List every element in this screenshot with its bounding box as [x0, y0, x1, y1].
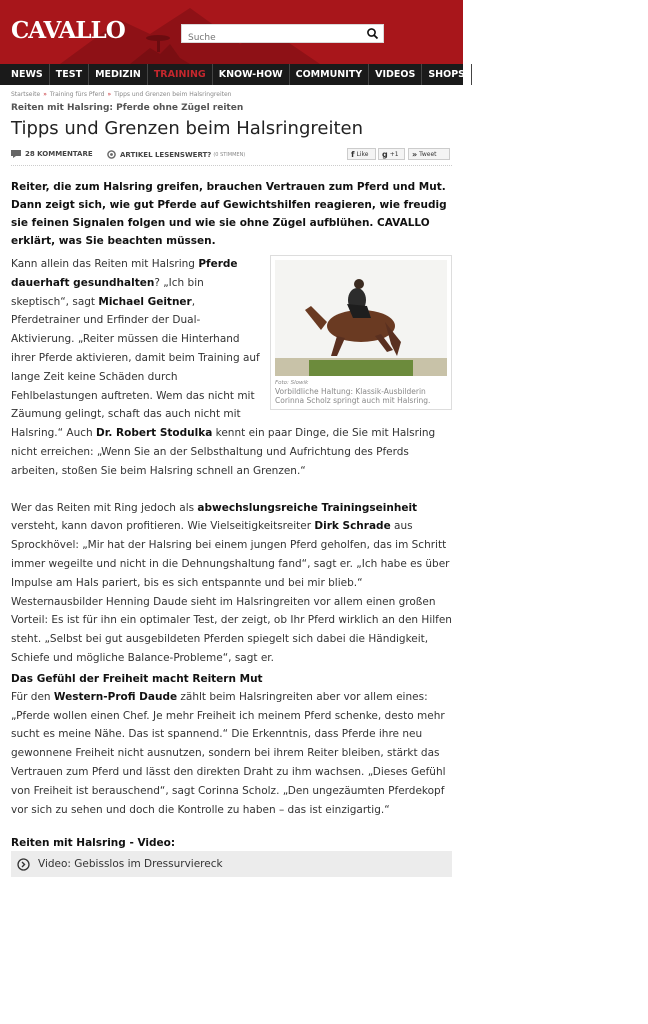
chevron-circle-icon: [17, 858, 30, 871]
person-name: Michael Geitner: [98, 295, 192, 308]
site-header: [0, 0, 463, 64]
rating-label: ARTIKEL LESENSWERT?: [120, 150, 212, 159]
facebook-icon: f: [351, 149, 355, 159]
highlight: abwechslungsreiche Trainingseinheit: [197, 501, 418, 514]
twitter-icon: »: [412, 149, 418, 159]
horse-jump-photo[interactable]: [275, 260, 447, 376]
nav-item-know-how[interactable]: KNOW-HOW: [213, 64, 290, 85]
social-bar: [11, 147, 452, 166]
nav-item-videos[interactable]: VIDEOS: [369, 64, 422, 85]
article-kicker: Reiten mit Halsring: Pferde ohne Zügel reiten: [11, 103, 244, 113]
search-box: [181, 24, 384, 43]
highlight: Pferde dauerhaft gesundhalten: [11, 258, 238, 289]
person-name: Dirk Schrade: [314, 520, 391, 533]
paragraph-2: Wer das Reiten mit Ring jedoch als abwechslungsreiche Trainingseinheit versteht, kann davon profitieren. Wie Vielseitigkeitsreiter Dirk Schrade aus Sprockhövel: „Mir hat der Halsring bei einem jungen Pferd geholfen, das im Schritt immer wegeilte und nicht in die Dehnungshaltung fand“, sagt er. „Ich habe es über Impulse am Hals pariert, bis es sich entspannte und bei mir blieb.“ Westernausbilder Henning Daude sieht im Halsringreiten vor allem einen großen Vorteil: Es ist für ihn ein optimaler Test, der zeigt, ob Ihr Pferd wirklich an den Hilfen steht. „Selbst bei gut ausgebildeten Pferden spiegelt sich dabei die Händigkeit, Schiefe und mögliche Balance-Probleme“, sagt er.: [11, 501, 452, 664]
facebook-like-button[interactable]: f Like: [347, 148, 376, 160]
main-nav: [0, 64, 509, 85]
breadcrumb-separator-icon: »: [107, 91, 112, 98]
photo-caption: Vorbildliche Haltung: Klassik-Ausbilderin Corinna Scholz springt auch mit Halsring.: [275, 387, 431, 405]
nav-item-news[interactable]: NEWS: [0, 64, 50, 85]
article-lead: Reiter, die zum Halsring greifen, brauchen Vertrauen zum Pferd und Mut. Dann zeigt sich, wie gut Pferde auf Gewichtshilfen reagieren, wie freudig sie feinen Signalen folgen und wie sie ohne Zügel aufblühen. CAVALLO erklärt, was Sie beachten müssen.: [11, 181, 447, 247]
google-plus-icon: g: [382, 149, 388, 159]
rating-votes: (0 STIMMEN): [213, 151, 246, 158]
rating-icon: [107, 150, 116, 159]
comment-icon: [11, 150, 21, 158]
search-icon[interactable]: [366, 27, 379, 40]
video-link[interactable]: [11, 851, 452, 877]
tweet-button[interactable]: » Tweet: [408, 148, 450, 160]
breadcrumb-item[interactable]: Tipps und Grenzen beim Halsringreiten: [114, 91, 232, 98]
article-figure: [270, 255, 452, 410]
nav-item-training[interactable]: TRAINING: [148, 64, 213, 85]
video-link-label: Video: Gebisslos im Dressurviereck: [38, 858, 223, 871]
paragraph-1: Kann allein das Reiten mit Halsring Pferde dauerhaft gesundhalten? „Ich bin skeptisch“, sagt Michael Geitner, Pferdetrainer und Erfinder der Dual-Aktivierung. „Reiter müssen die Hinterhand ihrer Pferde aktivieren, damit beim Training auf lange Zeit keine Schäden durch Fehlbelastungen auftreten. Wem das nicht mit Zäumung gelingt, schaft das auch nicht mit Halsring.“ Auch Dr. Robert Stodulka kennt ein paar Dinge, die Sie mit Halsring nicht erreichen: „Wenn Sie an der Selbsthaltung und Aufrichtung des Pferds arbeiten, stoßen Sie beim Halsring schnell an Grenzen.“: [11, 258, 436, 477]
video-section-title: Reiten mit Halsring - Video:: [11, 837, 176, 850]
breadcrumb-item[interactable]: Startseite: [11, 91, 41, 98]
google-plus-button[interactable]: g +1: [378, 148, 405, 160]
paragraph-3: Für den Western-Profi Daude zählt beim Halsringreiten aber vor allem eines: „Pferde wollen einen Chef. Je mehr Freiheit ich meinem Pferd schenke, desto mehr sucht es meine Nähe. Das ist spannend.“ Die Erkenntnis, dass Pferde ihre neu gewonnene Freiheit nicht ausnutzen, sondern bei ihrem Reiter bleiben, stärkt das Vertrauen zum Pferd und lässt den direkten Draht zu ihm wachsen. „Dieses Gefühl von Freiheit ist berauschend“, sagt Corinna Scholz. „Den ungezäumten Pferdekopf vor sich zu sehen und doch die Kontrolle zu haben – das ist einzigartig.“: [11, 690, 446, 816]
section-heading: Das Gefühl der Freiheit macht Reitern Mut: [11, 672, 263, 685]
article-body: [11, 255, 452, 819]
page-title: Tipps und Grenzen beim Halsringreiten: [11, 118, 364, 139]
nav-item-community[interactable]: COMMUNITY: [290, 64, 370, 85]
nav-item-medizin[interactable]: MEDIZIN: [89, 64, 148, 85]
nav-item-heft[interactable]: HEFT/: [478, 69, 509, 80]
comments-count: 28 KOMMENTARE: [25, 150, 93, 158]
person-name: Dr. Robert Stodulka: [96, 427, 213, 440]
nav-item-test[interactable]: TEST: [50, 64, 89, 85]
site-logo[interactable]: CAVALLO: [11, 17, 125, 44]
breadcrumb: [11, 91, 452, 98]
person-name: Western-Profi Daude: [53, 690, 178, 703]
breadcrumb-separator-icon: »: [43, 91, 47, 98]
rating-link[interactable]: [107, 150, 245, 159]
search-input[interactable]: [182, 30, 363, 47]
nav-item-shops[interactable]: SHOPS: [422, 64, 472, 85]
breadcrumb-item[interactable]: Training fürs Pferd: [49, 91, 105, 98]
comments-link[interactable]: [11, 150, 93, 158]
photo-credit: Foto: Slowik: [275, 380, 309, 386]
